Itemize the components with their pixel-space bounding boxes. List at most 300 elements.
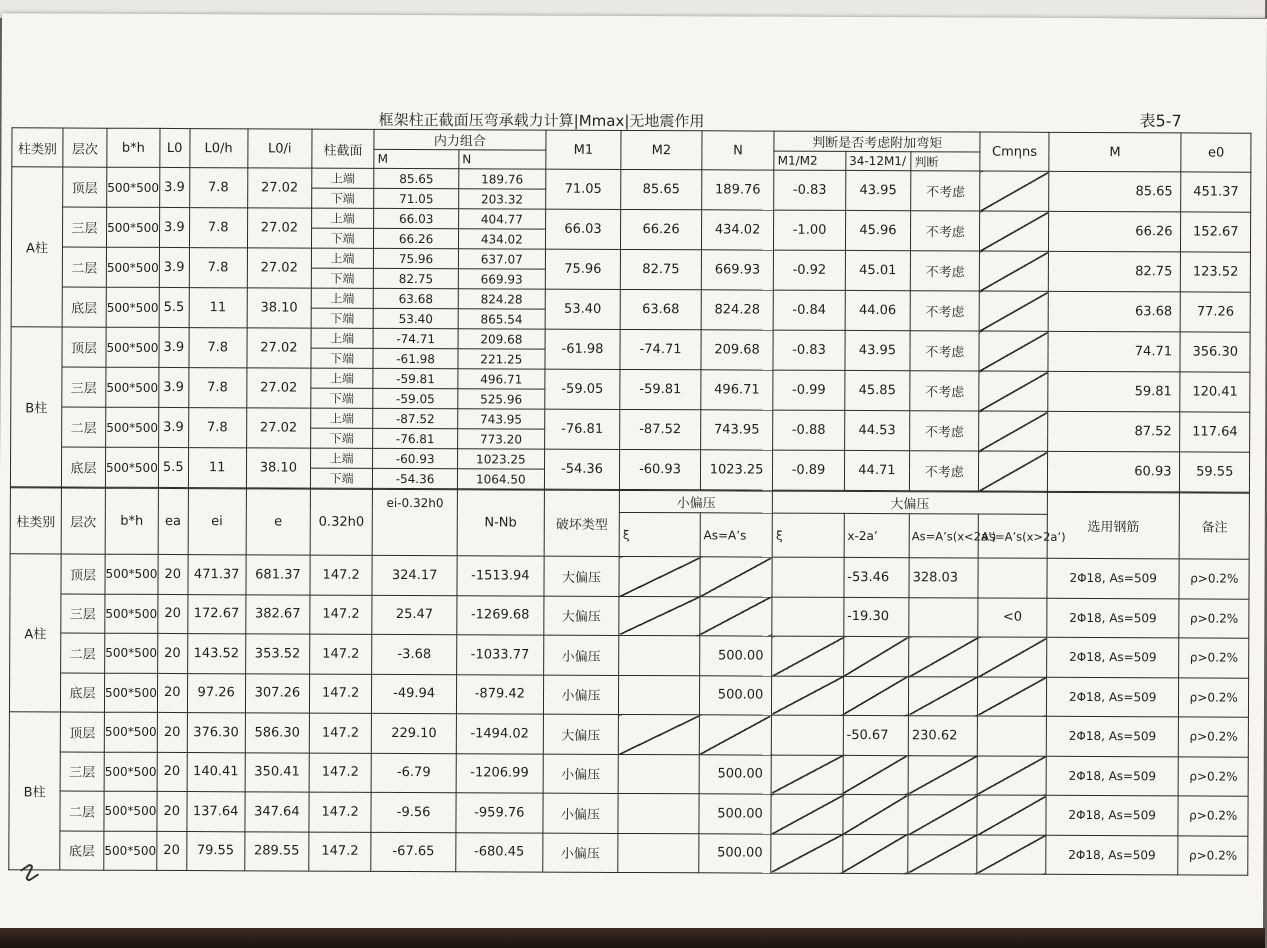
judge-cell: 不考虑 bbox=[910, 371, 980, 411]
diff-cell: -9.56 bbox=[371, 792, 456, 832]
section-top: 上端 bbox=[311, 328, 373, 348]
handwritten-mark: ☡ bbox=[16, 858, 44, 889]
l0h-cell: 7.8 bbox=[189, 328, 247, 368]
e0-cell: 59.55 bbox=[1180, 452, 1250, 492]
judge-cell: 不考虑 bbox=[909, 451, 979, 491]
floor-cell: 顶层 bbox=[63, 167, 107, 207]
x-2a-cell: -19.30 bbox=[844, 597, 909, 637]
n-cell: 1023.25 bbox=[700, 450, 773, 490]
header-force-combo: 内力组合 bbox=[374, 129, 546, 150]
l0h-cell: 7.8 bbox=[188, 368, 246, 408]
l0-cell: 3.9 bbox=[159, 207, 189, 247]
x-2a-empty bbox=[842, 834, 907, 874]
bar-cell: 2Φ18, As=509 bbox=[1046, 716, 1179, 756]
l0i-cell: 27.02 bbox=[246, 408, 310, 448]
limit-cell: 44.71 bbox=[844, 450, 909, 490]
header-n-nb: N-Nb bbox=[457, 490, 544, 556]
as-small-empty bbox=[699, 715, 772, 755]
top-n-cell: 743.95 bbox=[458, 409, 545, 429]
bh-cell: 500*500 bbox=[106, 407, 159, 447]
header-ei: ei bbox=[188, 489, 246, 555]
as-small-cell: 500.00 bbox=[699, 675, 772, 715]
section-top: 上端 bbox=[312, 168, 374, 188]
m1-cell: 53.40 bbox=[545, 289, 621, 329]
h0-cell: 147.2 bbox=[309, 713, 371, 753]
l0h-cell: 7.8 bbox=[189, 208, 247, 248]
as-lt-empty bbox=[909, 637, 979, 677]
ei-cell: 137.64 bbox=[186, 792, 244, 832]
note-cell: ρ>0.2% bbox=[1178, 835, 1248, 875]
limit-cell: 43.95 bbox=[845, 330, 910, 370]
e-cell: 586.30 bbox=[245, 713, 309, 753]
header-n-sub: N bbox=[459, 150, 546, 169]
l0i-cell: 27.02 bbox=[247, 208, 311, 248]
judge-cell: 不考虑 bbox=[910, 251, 980, 291]
top-n-cell: 404.77 bbox=[459, 209, 546, 229]
header-m1: M1 bbox=[546, 130, 622, 169]
x-2a-empty bbox=[843, 794, 908, 834]
as-lt-empty bbox=[908, 676, 978, 716]
n-nb-cell: -680.45 bbox=[456, 832, 543, 872]
table-title: 框架柱正截面压弯承载力计算|Mmax|无地震作用 bbox=[378, 110, 705, 131]
header-small-ecc: 小偏压 bbox=[620, 490, 773, 513]
m1-cell: -54.36 bbox=[544, 449, 620, 489]
m-cell: 60.93 bbox=[1047, 451, 1180, 492]
section-bottom: 下端 bbox=[310, 468, 372, 488]
l0h-cell: 11 bbox=[189, 288, 247, 328]
top-n-cell: 824.28 bbox=[458, 289, 545, 309]
n-nb-cell: -959.76 bbox=[456, 793, 543, 833]
header-cm: Cmηns bbox=[980, 132, 1049, 171]
column-group-label: B柱 bbox=[10, 327, 62, 487]
as-lt-empty bbox=[908, 755, 978, 795]
header-as-gt: As=A’s(x>2a’) bbox=[979, 514, 1048, 558]
fail-type-cell: 小偏压 bbox=[542, 833, 618, 873]
floor-cell: 二层 bbox=[60, 791, 104, 831]
top-m-cell: 85.65 bbox=[374, 168, 459, 188]
ei-cell: 140.41 bbox=[187, 752, 245, 792]
e0-cell: 77.26 bbox=[1181, 292, 1251, 332]
m1-cell: 71.05 bbox=[545, 169, 621, 209]
judge-cell: 不考虑 bbox=[910, 331, 980, 371]
cm-cell-empty bbox=[979, 411, 1048, 451]
ea-cell: 20 bbox=[158, 633, 188, 673]
xi-large-empty bbox=[772, 715, 844, 755]
floor-cell: 三层 bbox=[63, 207, 107, 247]
floor-cell: 顶层 bbox=[60, 712, 104, 752]
section-bottom: 下端 bbox=[311, 228, 373, 248]
l0i-cell: 27.02 bbox=[247, 328, 311, 368]
header-col-type: 柱类别 bbox=[10, 488, 61, 554]
bottom-m-cell: -76.81 bbox=[373, 428, 458, 448]
x-2a-empty bbox=[843, 636, 908, 676]
l0-cell: 5.5 bbox=[158, 447, 188, 487]
xi-small-empty bbox=[619, 635, 700, 675]
n-cell: 209.68 bbox=[701, 330, 774, 370]
as-gt-cell bbox=[978, 716, 1047, 756]
ei-cell: 143.52 bbox=[187, 634, 245, 674]
m-cell: 66.26 bbox=[1048, 211, 1181, 252]
floor-cell: 底层 bbox=[60, 673, 104, 713]
m-cell: 74.71 bbox=[1048, 331, 1181, 372]
n-nb-cell: -1269.68 bbox=[457, 595, 544, 635]
top-n-cell: 209.68 bbox=[458, 329, 545, 349]
ratio-cell: -0.92 bbox=[774, 250, 846, 290]
l0i-cell: 38.10 bbox=[246, 448, 310, 488]
bottom-n-cell: 1064.50 bbox=[457, 469, 544, 489]
m-cell: 59.81 bbox=[1048, 371, 1181, 412]
n-cell: 496.71 bbox=[701, 370, 774, 410]
bh-cell: 500*500 bbox=[105, 594, 158, 634]
diff-cell: -6.79 bbox=[371, 753, 456, 793]
bh-cell: 500*500 bbox=[106, 367, 159, 407]
ei-cell: 172.67 bbox=[187, 594, 245, 634]
h0-cell: 147.2 bbox=[310, 634, 372, 674]
e0-cell: 120.41 bbox=[1180, 372, 1250, 412]
bar-cell: 2Φ18, As=509 bbox=[1046, 637, 1179, 677]
xi-small-empty bbox=[619, 556, 700, 596]
section-bottom: 下端 bbox=[311, 428, 373, 448]
xi-small-empty bbox=[619, 596, 700, 636]
section-top: 上端 bbox=[312, 208, 374, 228]
m2-cell: -59.81 bbox=[620, 369, 701, 409]
bh-cell: 500*500 bbox=[104, 752, 157, 792]
header-large-ecc: 大偏压 bbox=[773, 491, 1048, 514]
bottom-m-cell: 66.26 bbox=[374, 228, 459, 248]
m2-cell: 82.75 bbox=[621, 249, 702, 289]
cm-cell-empty bbox=[980, 211, 1049, 251]
header-as-small: As=A’s bbox=[700, 513, 773, 557]
header-m2: M2 bbox=[621, 130, 702, 169]
desk-edge bbox=[0, 928, 1265, 948]
as-gt-empty bbox=[978, 756, 1047, 796]
n-nb-cell: -1206.99 bbox=[456, 753, 543, 793]
ea-cell: 20 bbox=[158, 554, 188, 594]
bh-cell: 500*500 bbox=[104, 831, 157, 871]
n-cell: 189.76 bbox=[701, 170, 774, 210]
e0-cell: 356.30 bbox=[1180, 332, 1250, 372]
bottom-n-cell: 434.02 bbox=[458, 229, 545, 249]
column-group-label: A柱 bbox=[11, 167, 63, 327]
ei-cell: 471.37 bbox=[188, 555, 246, 595]
header-fail-type: 破坏类型 bbox=[544, 490, 620, 556]
header-e: e bbox=[246, 489, 311, 555]
cm-cell-empty bbox=[979, 371, 1048, 411]
ea-cell: 20 bbox=[157, 752, 187, 792]
header-section: 柱截面 bbox=[312, 129, 374, 168]
m-cell: 85.65 bbox=[1048, 171, 1181, 212]
diff-cell: -3.68 bbox=[372, 634, 457, 674]
cm-cell-empty bbox=[980, 251, 1049, 291]
limit-cell: 44.53 bbox=[844, 410, 909, 450]
bottom-m-cell: -61.98 bbox=[373, 348, 458, 368]
e0-cell: 451.37 bbox=[1181, 172, 1251, 212]
column-group-label: A柱 bbox=[9, 554, 61, 712]
judge-cell: 不考虑 bbox=[911, 171, 981, 211]
l0h-cell: 7.8 bbox=[189, 248, 247, 288]
bh-cell: 500*500 bbox=[106, 207, 159, 247]
m1-cell: -61.98 bbox=[545, 329, 621, 369]
header-bar: 选用钢筋 bbox=[1047, 492, 1180, 559]
bottom-n-cell: 773.20 bbox=[458, 429, 545, 449]
header-n: N bbox=[702, 131, 775, 170]
cm-cell-empty bbox=[980, 171, 1049, 211]
h0-cell: 147.2 bbox=[310, 555, 372, 595]
xi-large-empty bbox=[772, 597, 844, 637]
header-floor: 层次 bbox=[63, 128, 107, 167]
as-lt-empty bbox=[908, 834, 978, 874]
l0-cell: 3.9 bbox=[159, 247, 189, 287]
section-top: 上端 bbox=[311, 248, 373, 268]
top-n-cell: 496.71 bbox=[458, 369, 545, 389]
fail-type-cell: 小偏压 bbox=[543, 754, 619, 794]
bar-cell: 2Φ18, As=509 bbox=[1046, 756, 1179, 796]
floor-cell: 二层 bbox=[62, 407, 106, 447]
top-m-cell: 75.96 bbox=[374, 248, 459, 268]
header-bh: b*h bbox=[107, 128, 160, 167]
header-m: M bbox=[1049, 132, 1182, 172]
top-m-cell: -87.52 bbox=[373, 408, 458, 428]
l0-cell: 3.9 bbox=[159, 407, 189, 447]
ratio-cell: -0.83 bbox=[773, 330, 845, 370]
fail-type-cell: 小偏压 bbox=[543, 675, 619, 715]
bottom-m-cell: 71.05 bbox=[374, 188, 459, 208]
limit-cell: 45.85 bbox=[845, 370, 910, 410]
xi-large-empty bbox=[772, 636, 844, 676]
bh-cell: 500*500 bbox=[106, 287, 159, 327]
m-cell: 87.52 bbox=[1047, 411, 1180, 452]
xi-large-empty bbox=[771, 794, 843, 834]
judge-cell: 不考虑 bbox=[911, 211, 981, 251]
m-cell: 82.75 bbox=[1048, 251, 1181, 292]
bottom-n-cell: 669.93 bbox=[458, 269, 545, 289]
section-bottom: 下端 bbox=[312, 188, 374, 208]
header-m1m2: M1/M2 bbox=[774, 151, 846, 170]
table-number: 表5-7 bbox=[1139, 111, 1182, 131]
top-n-cell: 189.76 bbox=[459, 169, 546, 189]
bh-cell: 500*500 bbox=[107, 167, 160, 207]
bh-cell: 500*500 bbox=[104, 673, 157, 713]
fail-type-cell: 大偏压 bbox=[543, 596, 619, 636]
section-bottom: 下端 bbox=[311, 388, 373, 408]
e-cell: 289.55 bbox=[244, 831, 308, 871]
note-cell: ρ>0.2% bbox=[1179, 677, 1249, 717]
bh-cell: 500*500 bbox=[106, 327, 159, 367]
note-cell: ρ>0.2% bbox=[1179, 559, 1249, 599]
e-cell: 307.26 bbox=[245, 673, 309, 713]
m2-cell: -60.93 bbox=[620, 449, 701, 489]
header-limit: 34-12M1/ bbox=[846, 151, 911, 170]
header-as-lt: As=A’s(x<2a’) bbox=[909, 514, 979, 558]
floor-cell: 二层 bbox=[62, 247, 106, 287]
e-cell: 681.37 bbox=[246, 555, 310, 595]
diff-cell: -49.94 bbox=[372, 674, 457, 714]
as-small-cell: 500.00 bbox=[699, 794, 772, 834]
bar-cell: 2Φ18, As=509 bbox=[1046, 835, 1179, 875]
l0i-cell: 27.02 bbox=[247, 168, 311, 208]
header-l0: L0 bbox=[160, 128, 190, 167]
m2-cell: 85.65 bbox=[621, 169, 702, 209]
h0-cell: 147.2 bbox=[309, 792, 371, 832]
ea-cell: 20 bbox=[157, 673, 187, 713]
xi-large-empty bbox=[771, 834, 843, 874]
fail-type-cell: 大偏压 bbox=[544, 556, 620, 596]
note-cell: ρ>0.2% bbox=[1179, 638, 1249, 678]
top-m-cell: 66.03 bbox=[374, 208, 459, 228]
floor-cell: 顶层 bbox=[61, 554, 105, 594]
top-m-cell: -74.71 bbox=[373, 328, 458, 348]
as-gt-empty bbox=[977, 835, 1046, 875]
l0h-cell: 7.8 bbox=[189, 168, 247, 208]
as-small-empty bbox=[700, 557, 773, 597]
bottom-m-cell: -54.36 bbox=[373, 468, 458, 488]
bh-cell: 500*500 bbox=[104, 712, 157, 752]
cm-cell-empty bbox=[979, 331, 1048, 371]
floor-cell: 顶层 bbox=[62, 327, 106, 367]
h0-cell: 147.2 bbox=[310, 595, 372, 635]
floor-cell: 三层 bbox=[61, 594, 105, 634]
section-top: 上端 bbox=[311, 288, 373, 308]
bar-cell: 2Φ18, As=509 bbox=[1047, 558, 1180, 598]
l0i-cell: 27.02 bbox=[247, 368, 311, 408]
xi-large-empty bbox=[772, 676, 844, 716]
m1-cell: -59.05 bbox=[544, 369, 620, 409]
m2-cell: -87.52 bbox=[620, 409, 701, 449]
ratio-cell: -0.88 bbox=[773, 410, 845, 450]
limit-cell: 45.96 bbox=[845, 210, 910, 250]
ratio-cell: -0.99 bbox=[773, 370, 845, 410]
ratio-cell: -1.00 bbox=[774, 210, 846, 250]
fail-type-cell: 小偏压 bbox=[543, 793, 619, 833]
upper-table bbox=[10, 127, 1252, 492]
e0-cell: 152.67 bbox=[1181, 212, 1251, 252]
cm-cell-empty bbox=[980, 291, 1049, 331]
bottom-n-cell: 203.32 bbox=[459, 189, 546, 209]
floor-cell: 底层 bbox=[62, 287, 106, 327]
n-cell: 669.93 bbox=[701, 250, 774, 290]
header-floor: 层次 bbox=[61, 488, 105, 554]
header-xi-small: ξ bbox=[619, 512, 700, 556]
header-ea: ea bbox=[158, 488, 188, 554]
l0-cell: 3.9 bbox=[159, 327, 189, 367]
diff-cell: 25.47 bbox=[372, 595, 457, 635]
x-2a-cell: -50.67 bbox=[843, 715, 908, 755]
header-e0: e0 bbox=[1181, 133, 1251, 172]
l0h-cell: 11 bbox=[188, 448, 246, 488]
judge-cell: 不考虑 bbox=[910, 411, 980, 451]
bottom-n-cell: 221.25 bbox=[458, 349, 545, 369]
as-small-empty bbox=[700, 596, 773, 636]
as-gt-empty bbox=[978, 677, 1047, 717]
as-lt-empty bbox=[908, 795, 978, 835]
diff-cell: 229.10 bbox=[372, 713, 457, 753]
bar-cell: 2Φ18, As=509 bbox=[1046, 677, 1179, 717]
as-gt-empty bbox=[977, 795, 1046, 835]
note-cell: ρ>0.2% bbox=[1179, 717, 1249, 757]
l0h-cell: 7.8 bbox=[188, 408, 246, 448]
section-bottom: 下端 bbox=[311, 268, 373, 288]
bh-cell: 500*500 bbox=[106, 247, 159, 287]
bottom-m-cell: 53.40 bbox=[373, 308, 458, 328]
xi-small-empty bbox=[619, 675, 700, 715]
ei-cell: 376.30 bbox=[187, 713, 245, 753]
ratio-cell: -0.83 bbox=[774, 170, 846, 210]
bottom-n-cell: 525.96 bbox=[458, 389, 545, 409]
limit-cell: 44.06 bbox=[845, 290, 910, 330]
as-small-cell: 500.00 bbox=[699, 636, 772, 676]
bh-cell: 500*500 bbox=[105, 554, 158, 594]
header-l0i: L0/i bbox=[248, 129, 312, 168]
note-cell: ρ>0.2% bbox=[1178, 796, 1248, 836]
e0-cell: 123.52 bbox=[1181, 252, 1251, 292]
header-bh: b*h bbox=[105, 488, 158, 554]
n-cell: 824.28 bbox=[701, 290, 774, 330]
header-h0: 0.32h0 bbox=[310, 489, 373, 555]
bottom-m-cell: -59.05 bbox=[373, 388, 458, 408]
bh-cell: 500*500 bbox=[105, 633, 158, 673]
as-small-cell: 500.00 bbox=[699, 833, 772, 873]
m1-cell: 75.96 bbox=[545, 249, 621, 289]
e-cell: 382.67 bbox=[246, 594, 310, 634]
bottom-n-cell: 865.54 bbox=[458, 309, 545, 329]
section-top: 上端 bbox=[311, 408, 373, 428]
section-bottom: 下端 bbox=[311, 348, 373, 368]
xi-small-empty bbox=[618, 714, 699, 754]
bh-cell: 500*500 bbox=[105, 447, 158, 487]
header-x-2a: x-2a’ bbox=[844, 513, 910, 557]
top-n-cell: 1023.25 bbox=[457, 449, 544, 469]
fail-type-cell: 大偏压 bbox=[543, 714, 619, 754]
limit-cell: 45.01 bbox=[845, 250, 910, 290]
header-judge: 判断 bbox=[911, 152, 980, 171]
fail-type-cell: 小偏压 bbox=[543, 635, 619, 675]
bh-cell: 500*500 bbox=[104, 791, 157, 831]
l0-cell: 3.9 bbox=[160, 167, 190, 207]
e-cell: 350.41 bbox=[245, 752, 309, 792]
as-gt-cell bbox=[978, 558, 1047, 598]
n-nb-cell: -879.42 bbox=[456, 674, 543, 714]
l0i-cell: 27.02 bbox=[247, 248, 311, 288]
floor-cell: 底层 bbox=[61, 447, 105, 487]
n-cell: 743.95 bbox=[700, 410, 773, 450]
top-m-cell: -60.93 bbox=[373, 448, 458, 468]
header-xi-large: ξ bbox=[772, 513, 844, 557]
diff-cell: 324.17 bbox=[372, 555, 457, 595]
n-nb-cell: -1033.77 bbox=[457, 635, 544, 675]
ea-cell: 20 bbox=[157, 831, 187, 871]
ea-cell: 20 bbox=[158, 594, 188, 634]
ea-cell: 20 bbox=[157, 712, 187, 752]
header-m-sub: M bbox=[374, 149, 459, 168]
xi-large-empty bbox=[772, 557, 844, 597]
floor-cell: 二层 bbox=[61, 633, 105, 673]
x-2a-cell: -53.46 bbox=[844, 557, 909, 597]
header-note: 备注 bbox=[1180, 493, 1250, 559]
ea-cell: 20 bbox=[157, 791, 187, 831]
top-m-cell: -59.81 bbox=[373, 368, 458, 388]
xi-small-empty bbox=[618, 833, 699, 873]
section-bottom: 下端 bbox=[311, 308, 373, 328]
floor-cell: 底层 bbox=[60, 831, 104, 871]
section-top: 上端 bbox=[311, 448, 373, 468]
x-2a-empty bbox=[843, 676, 908, 716]
ratio-cell: -0.89 bbox=[773, 450, 845, 490]
as-lt-cell: 230.62 bbox=[908, 716, 978, 756]
note-cell: ρ>0.2% bbox=[1179, 756, 1249, 796]
top-n-cell: 637.07 bbox=[458, 249, 545, 269]
paper-sheet bbox=[0, 13, 1267, 935]
h0-cell: 147.2 bbox=[309, 832, 371, 872]
